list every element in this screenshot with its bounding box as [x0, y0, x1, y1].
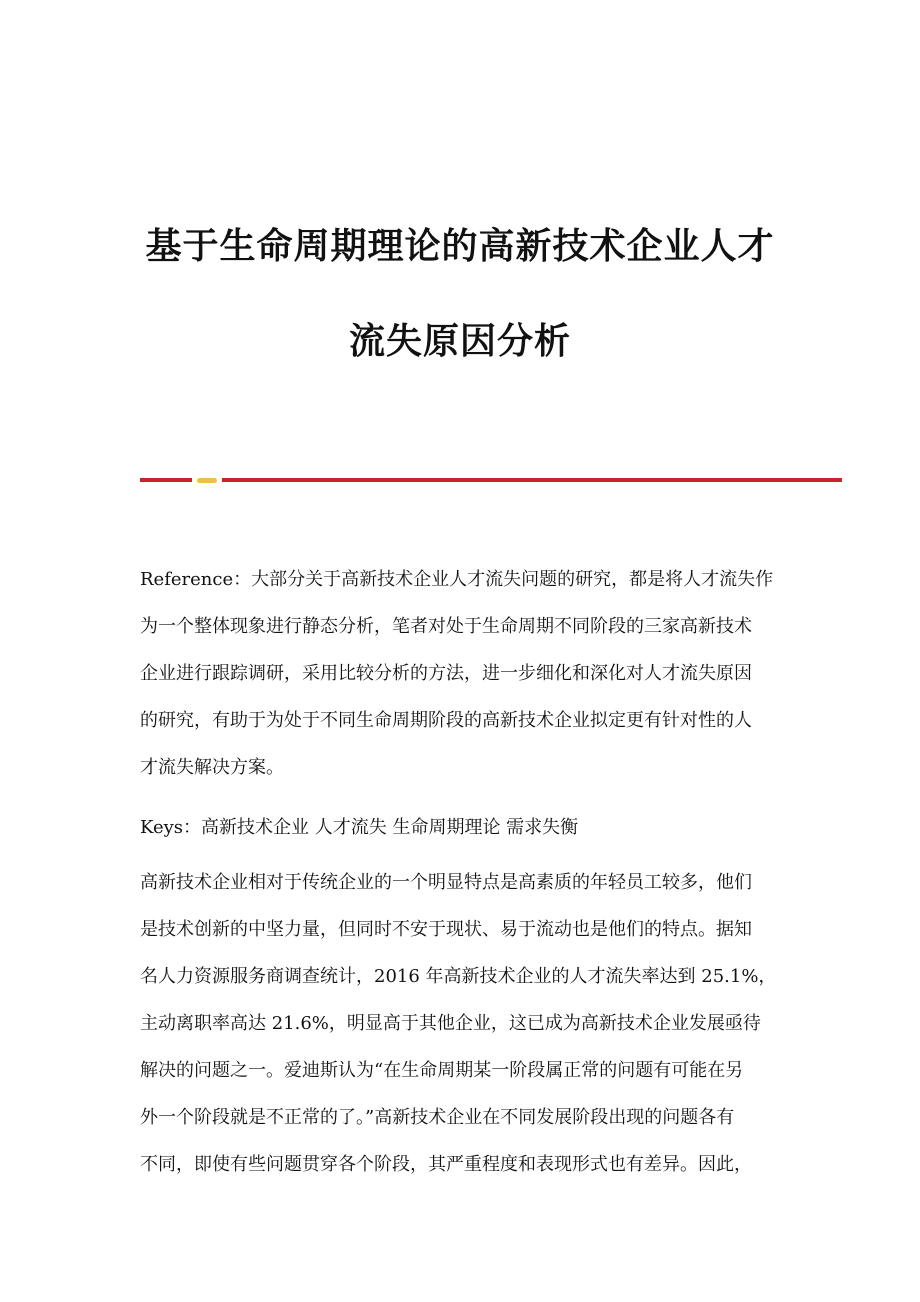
body-line: 主动离职率高达 21.6%，明显高于其他企业，这已成为高新技术企业发展亟待 [140, 1013, 761, 1034]
divider-left [140, 478, 192, 482]
body-line: 是技术创新的中坚力量，但同时不安于现状、易于流动也是他们的特点。据知 [140, 919, 752, 940]
keywords: Keys：高新技术企业 人才流失 生命周期理论 需求失衡 [140, 817, 579, 838]
body-line: 名人力资源服务商调查统计，2016 年高新技术企业的人才流失率达到 25.1%， [140, 966, 777, 987]
body-line: 不同，即使有些问题贯穿各个阶段，其严重程度和表现形式也有差异。因此， [140, 1154, 752, 1175]
reference-line: 为一个整体现象进行静态分析，笔者对处于生命周期不同阶段的三家高新技术 [140, 616, 752, 637]
reference-line: Reference：大部分关于高新技术企业人才流失问题的研究，都是将人才流失作 [140, 569, 774, 590]
divider-right [222, 478, 842, 482]
document-title-line-2: 流失原因分析 [348, 320, 571, 362]
body-line: 外一个阶段就是不正常的了。”高新技术企业在不同发展阶段出现的问题各有 [140, 1107, 735, 1128]
body-line: 高新技术企业相对于传统企业的一个明显特点是高素质的年轻员工较多，他们 [140, 872, 752, 893]
reference-line: 企业进行跟踪调研，采用比较分析的方法，进一步细化和深化对人才流失原因 [140, 663, 752, 684]
document-title-line-1: 基于生命周期理论的高新技术企业人才 [145, 225, 775, 267]
reference-line: 才流失解决方案。 [140, 757, 284, 778]
body-line: 解决的问题之一。爱迪斯认为“在生命周期某一阶段属正常的问题有可能在另 [140, 1060, 744, 1081]
reference-line: 的研究，有助于为处于不同生命周期阶段的高新技术企业拟定更有针对性的人 [140, 710, 752, 731]
divider-ornament-icon [197, 478, 217, 483]
